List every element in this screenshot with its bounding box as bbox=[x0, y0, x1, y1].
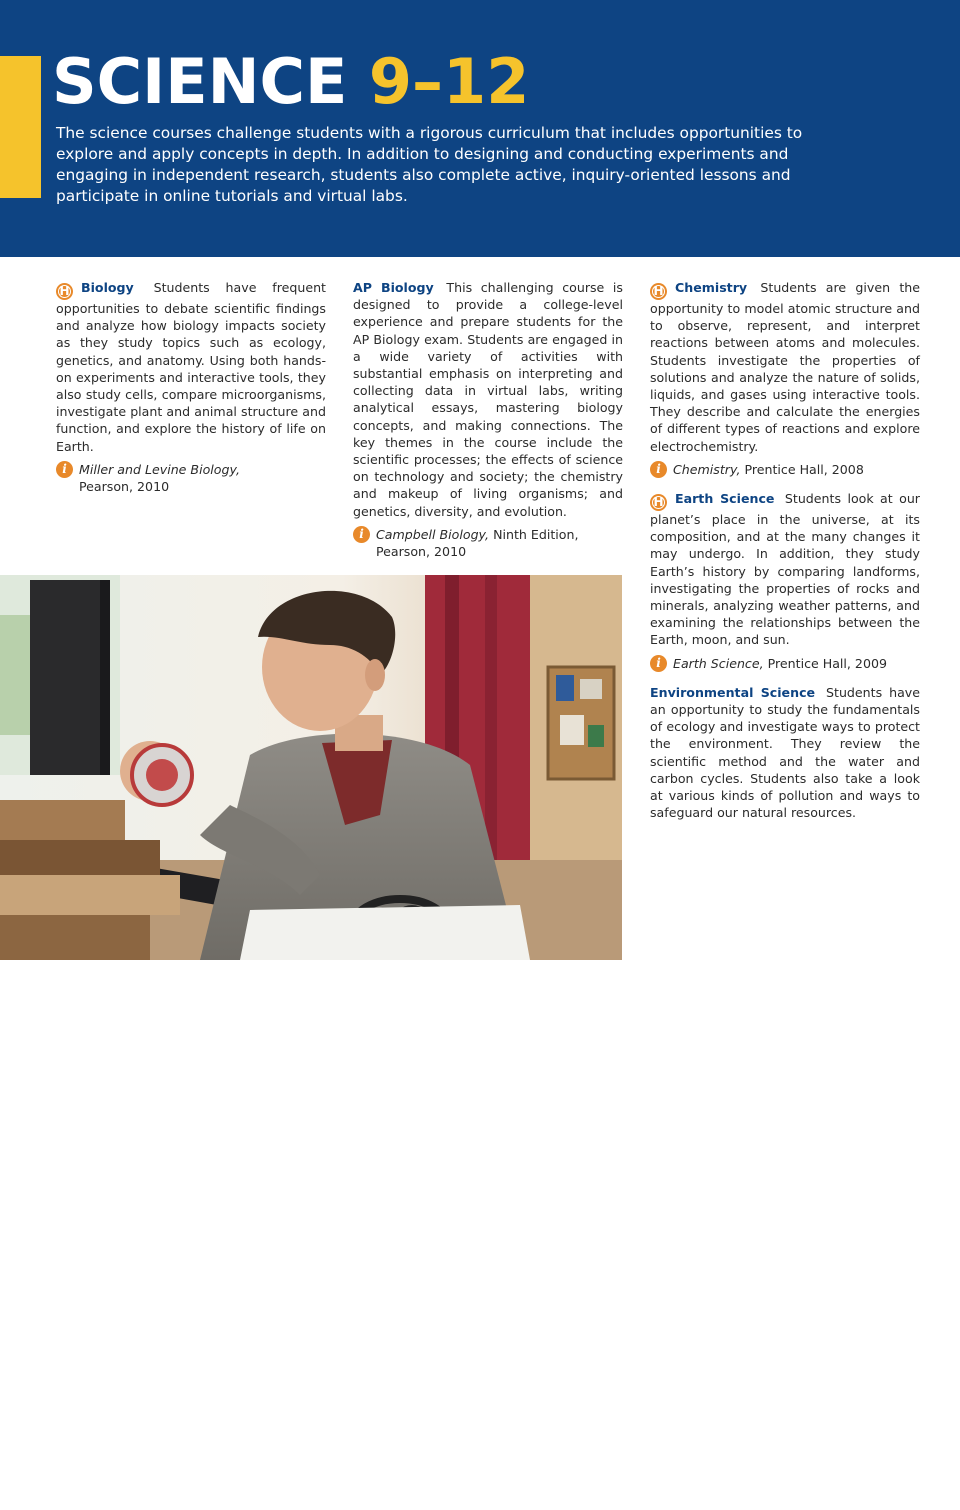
textbook-reference bbox=[650, 461, 920, 478]
course-description: Students are given the opportunity to model atomic structure and to observe, represent, and interpret reactions between atoms and molecules. Students investigate the properties of solutions and analyze the nature of solids, liquids, and gases using interactive tools. They describe and calculate the energies of different types of reactions and explore electrochemistry. bbox=[650, 280, 920, 454]
info-icon: i bbox=[650, 461, 667, 478]
textbook-title: Campbell Biology, bbox=[376, 526, 490, 542]
textbook-publisher: Pearson, 2010 bbox=[79, 479, 170, 495]
course-ap-biology bbox=[353, 279, 623, 520]
title-main: SCIENCE bbox=[52, 45, 348, 118]
course-description: Students have an opportunity to study the fundamentals of ecology and investigate ways to protect the environment. They review the scientific method and the water and carbon cycles. Students also take a look at various kinds of pollution and ways to safeguard our natural resources. bbox=[650, 684, 920, 821]
textbook-title: Miller and Levine Biology, bbox=[79, 461, 240, 477]
course-title: Earth Science bbox=[675, 491, 775, 507]
accent-bar bbox=[0, 56, 41, 198]
column-left bbox=[56, 279, 326, 507]
course-title: Biology bbox=[81, 280, 134, 295]
course-description: Students look at our planet’s place in the universe, at its composition, and at the many changes it may undergo. In addition, they study Earth’s history by comparing landforms, investigating the properties of rocks and minerals, analyzing weather patterns, and examining the relationships between the Earth, moon, and sun. bbox=[650, 491, 920, 648]
course-biology bbox=[56, 279, 326, 455]
honors-icon: H bbox=[650, 494, 667, 511]
column-middle bbox=[353, 279, 623, 572]
course-title: Environmental Science bbox=[650, 684, 816, 700]
course-title: Chemistry bbox=[675, 280, 748, 295]
course-environmental-science bbox=[650, 684, 920, 822]
honors-icon: H bbox=[650, 283, 667, 300]
column-right bbox=[650, 279, 920, 827]
textbook-title: Chemistry, bbox=[673, 461, 741, 477]
photo-illustration bbox=[0, 575, 622, 960]
honors-icon: H bbox=[56, 283, 73, 300]
textbook-publisher: Prentice Hall, 2008 bbox=[744, 461, 864, 477]
textbook-reference bbox=[650, 655, 920, 672]
textbook-reference bbox=[353, 526, 623, 560]
info-icon: i bbox=[56, 461, 73, 478]
textbook-title: Earth Science, bbox=[673, 655, 764, 671]
textbook-publisher: Prentice Hall, 2009 bbox=[767, 655, 887, 671]
page-number: 86 bbox=[24, 1494, 44, 1510]
page-title bbox=[52, 42, 529, 122]
student-photo bbox=[0, 575, 622, 1510]
course-description: Students have frequent opportunities to debate scientific findings and analyze how biology impacts society as they study topics such as ecology, genetics, and anatomy. Using both hands-on experiments and interactive tools, they also study cells, compare microorganisms, investigate plant and animal structure and function, and explore the history of life on Earth. bbox=[56, 280, 326, 454]
course-earth-science bbox=[650, 490, 920, 649]
intro-paragraph: The science courses challenge students with a rigorous curriculum that includes opportunities to explore and apply concepts in depth. In addition to designing and conducting experiments and engaging in independent research, students also complete active, inquiry-oriented lessons and participate in online tutorials and virtual labs. bbox=[56, 124, 803, 205]
textbook-publisher: Ninth Edition, Pearson, 2010 bbox=[376, 526, 579, 560]
course-chemistry bbox=[650, 279, 920, 455]
info-icon: i bbox=[650, 655, 667, 672]
title-grade-range: 9–12 bbox=[368, 45, 530, 118]
textbook-reference bbox=[56, 461, 326, 495]
info-icon: i bbox=[353, 526, 370, 543]
course-title: AP Biology bbox=[353, 280, 434, 295]
course-description: This challenging course is designed to provide a college-level experience and prepare students for the AP Biology exam. Students are engaged in a wide variety of activities with substantial emphasis on interpreting and collecting data in virtual labs, writing analytical essays, mastering biology concepts, and making connections. The key themes in the course include the scientific processes; the effects of science on technology and society; the chemistry and makeup of living organisms; and genetics, diversity, and evolution. bbox=[353, 280, 623, 519]
